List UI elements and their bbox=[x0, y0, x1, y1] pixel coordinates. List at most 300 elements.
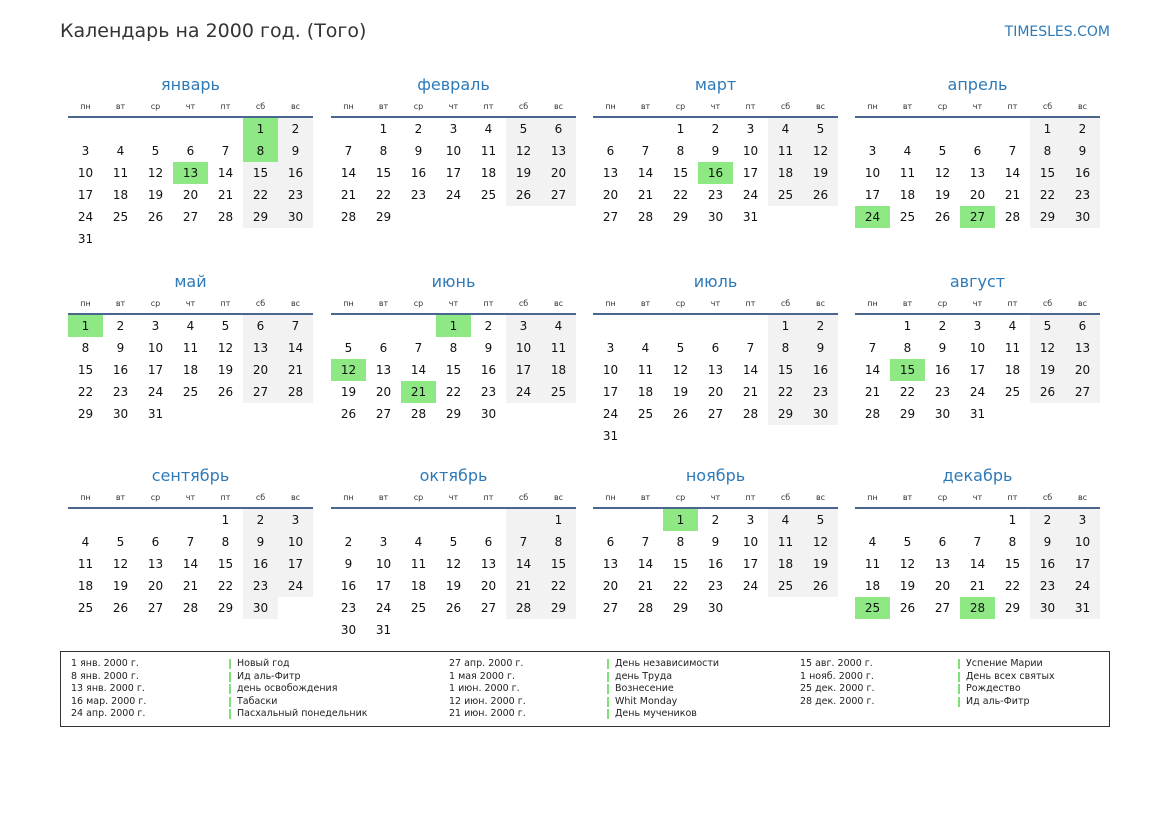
weekday-label: чт bbox=[185, 493, 196, 502]
weekday-label: пн bbox=[605, 299, 616, 308]
weekday-label: ср bbox=[413, 299, 424, 308]
weekday-header bbox=[68, 491, 313, 504]
day-cell: 1 bbox=[436, 315, 471, 337]
weekday-label: ср bbox=[675, 102, 686, 111]
day-cell: 12 bbox=[934, 166, 951, 180]
day-cell: 20 bbox=[934, 579, 951, 593]
weekday-header bbox=[593, 297, 838, 310]
weekday-label: ср bbox=[413, 102, 424, 111]
day-cell: 29 bbox=[541, 597, 576, 619]
week-row bbox=[68, 531, 313, 553]
day-cell: 24 bbox=[742, 579, 759, 593]
week-row bbox=[855, 162, 1100, 184]
day-cell: 20 bbox=[147, 579, 164, 593]
empty-cell bbox=[803, 206, 838, 228]
empty-cell bbox=[208, 118, 243, 140]
day-cell: 14 bbox=[340, 166, 357, 180]
day-cell: 30 bbox=[1030, 597, 1065, 619]
day-cell: 20 bbox=[375, 385, 392, 399]
day-cell: 5 bbox=[1030, 315, 1065, 337]
day-cell: 6 bbox=[938, 535, 947, 549]
month-3 bbox=[593, 74, 838, 228]
holiday-date: 12 июн. 2000 г. bbox=[449, 695, 526, 707]
day-cell: 11 bbox=[768, 531, 803, 553]
day-cell: 22 bbox=[77, 385, 94, 399]
day-cell: 11 bbox=[637, 363, 654, 377]
week-row bbox=[68, 509, 313, 531]
day-cell: 1 bbox=[1030, 118, 1065, 140]
holiday-date: 1 янв. 2000 г. bbox=[71, 658, 139, 669]
day-cell: 24 bbox=[375, 601, 392, 615]
weekday-label: ср bbox=[937, 102, 948, 111]
day-cell: 24 bbox=[506, 381, 541, 403]
day-cell: 23 bbox=[934, 385, 951, 399]
day-cell: 16 bbox=[112, 363, 129, 377]
legend-item bbox=[449, 658, 719, 671]
holiday-marker bbox=[607, 672, 609, 682]
empty-cell bbox=[628, 315, 663, 337]
legend-item bbox=[800, 671, 1055, 684]
day-cell: 23 bbox=[480, 385, 497, 399]
weekday-label: сб bbox=[780, 493, 791, 502]
weekday-label: вт bbox=[902, 493, 913, 502]
day-cell: 11 bbox=[768, 140, 803, 162]
day-cell: 10 bbox=[445, 144, 462, 158]
weekday-label: пн bbox=[867, 299, 878, 308]
empty-cell bbox=[366, 315, 401, 337]
holiday-marker bbox=[229, 659, 231, 669]
day-cell: 5 bbox=[676, 341, 685, 355]
day-cell: 29 bbox=[445, 407, 462, 421]
day-cell: 19 bbox=[803, 553, 838, 575]
month-name: июль bbox=[693, 272, 738, 291]
month-5 bbox=[68, 271, 313, 425]
day-cell: 22 bbox=[672, 579, 689, 593]
day-cell: 30 bbox=[803, 403, 838, 425]
day-cell: 4 bbox=[868, 535, 877, 549]
day-cell: 24 bbox=[602, 407, 619, 421]
day-cell: 22 bbox=[1004, 579, 1021, 593]
day-cell: 22 bbox=[375, 188, 392, 202]
empty-cell bbox=[925, 509, 960, 531]
day-cell: 16 bbox=[243, 553, 278, 575]
day-cell: 8 bbox=[449, 341, 458, 355]
day-cell: 28 bbox=[506, 597, 541, 619]
empty-cell bbox=[243, 228, 278, 250]
day-cell: 2 bbox=[803, 315, 838, 337]
day-cell: 10 bbox=[742, 144, 759, 158]
weekday-label: пт bbox=[483, 102, 494, 111]
empty-cell bbox=[960, 118, 995, 140]
day-cell: 18 bbox=[768, 553, 803, 575]
weekday-label: ср bbox=[150, 102, 161, 111]
weekday-label: сб bbox=[518, 493, 529, 502]
holiday-marker bbox=[229, 709, 231, 719]
day-cell: 25 bbox=[855, 597, 890, 619]
day-cell: 12 bbox=[803, 531, 838, 553]
weekday-label: сб bbox=[518, 102, 529, 111]
empty-cell bbox=[768, 425, 803, 447]
day-cell: 7 bbox=[221, 144, 230, 158]
day-cell: 5 bbox=[903, 535, 912, 549]
week-row bbox=[855, 140, 1100, 162]
day-cell: 6 bbox=[379, 341, 388, 355]
day-cell: 14 bbox=[1004, 166, 1021, 180]
day-cell: 6 bbox=[186, 144, 195, 158]
weekday-label: вт bbox=[115, 493, 126, 502]
week-row bbox=[855, 359, 1100, 381]
day-cell: 30 bbox=[707, 210, 724, 224]
holiday-marker bbox=[607, 684, 609, 694]
day-cell: 17 bbox=[278, 553, 313, 575]
week-row bbox=[855, 531, 1100, 553]
legend-item bbox=[71, 683, 368, 696]
day-cell: 19 bbox=[340, 385, 357, 399]
day-cell: 29 bbox=[672, 601, 689, 615]
holiday-marker bbox=[607, 697, 609, 707]
holiday-date: 1 нояб. 2000 г. bbox=[800, 670, 874, 682]
empty-cell bbox=[331, 509, 366, 531]
day-cell: 16 bbox=[707, 557, 724, 571]
day-cell: 5 bbox=[938, 144, 947, 158]
month-name: август bbox=[949, 272, 1006, 291]
day-cell: 12 bbox=[1030, 337, 1065, 359]
day-cell: 15 bbox=[243, 162, 278, 184]
day-cell: 16 bbox=[480, 363, 497, 377]
day-cell: 18 bbox=[1004, 363, 1021, 377]
empty-cell bbox=[663, 425, 698, 447]
day-cell: 26 bbox=[340, 407, 357, 421]
day-cell: 4 bbox=[1008, 319, 1017, 333]
month-name: февраль bbox=[417, 75, 490, 94]
day-cell: 8 bbox=[676, 144, 685, 158]
day-cell: 28 bbox=[637, 601, 654, 615]
month-4 bbox=[855, 74, 1100, 228]
day-cell: 20 bbox=[243, 359, 278, 381]
empty-cell bbox=[803, 597, 838, 619]
holiday-marker bbox=[958, 684, 960, 694]
day-cell: 27 bbox=[243, 381, 278, 403]
week-row bbox=[593, 509, 838, 531]
empty-cell bbox=[471, 619, 506, 641]
weekday-label: сб bbox=[1042, 102, 1053, 111]
day-cell: 8 bbox=[379, 144, 388, 158]
weekday-label: вс bbox=[1077, 493, 1088, 502]
day-cell: 28 bbox=[1004, 210, 1021, 224]
week-row bbox=[68, 597, 313, 619]
day-cell: 23 bbox=[410, 188, 427, 202]
empty-cell bbox=[593, 315, 628, 337]
day-cell: 17 bbox=[77, 188, 94, 202]
day-cell: 5 bbox=[506, 118, 541, 140]
day-cell: 7 bbox=[186, 535, 195, 549]
day-cell: 4 bbox=[414, 535, 423, 549]
empty-cell bbox=[331, 315, 366, 337]
day-cell: 22 bbox=[899, 385, 916, 399]
day-cell: 3 bbox=[746, 122, 755, 136]
holiday-marker bbox=[229, 672, 231, 682]
day-cell: 27 bbox=[375, 407, 392, 421]
day-cell: 17 bbox=[742, 557, 759, 571]
day-cell: 7 bbox=[1008, 144, 1017, 158]
day-cell: 3 bbox=[1065, 509, 1100, 531]
week-row bbox=[593, 315, 838, 337]
week-row bbox=[855, 118, 1100, 140]
week-row bbox=[68, 118, 313, 140]
day-cell: 7 bbox=[506, 531, 541, 553]
holiday-date: 28 дек. 2000 г. bbox=[800, 695, 875, 707]
day-cell: 25 bbox=[182, 385, 199, 399]
day-cell: 10 bbox=[375, 557, 392, 571]
day-cell: 10 bbox=[969, 341, 986, 355]
day-cell: 25 bbox=[768, 575, 803, 597]
day-cell: 18 bbox=[480, 166, 497, 180]
week-row bbox=[593, 162, 838, 184]
empty-cell bbox=[1030, 403, 1065, 425]
day-cell: 24 bbox=[855, 206, 890, 228]
weekday-label: сб bbox=[255, 299, 266, 308]
weekday-header bbox=[68, 100, 313, 113]
day-cell: 6 bbox=[484, 535, 493, 549]
weekday-label: чт bbox=[710, 493, 721, 502]
week-row bbox=[331, 118, 576, 140]
day-cell: 15 bbox=[541, 553, 576, 575]
holiday-name: день освобождения bbox=[237, 683, 338, 695]
empty-cell bbox=[768, 597, 803, 619]
day-cell: 8 bbox=[541, 531, 576, 553]
weekday-label: вс bbox=[553, 102, 564, 111]
weekday-label: вт bbox=[640, 493, 651, 502]
weekday-label: ср bbox=[413, 493, 424, 502]
day-cell: 14 bbox=[410, 363, 427, 377]
day-cell: 11 bbox=[410, 557, 427, 571]
week-row bbox=[855, 553, 1100, 575]
day-cell: 11 bbox=[182, 341, 199, 355]
day-cell: 26 bbox=[899, 601, 916, 615]
day-cell: 6 bbox=[606, 144, 615, 158]
day-cell: 6 bbox=[711, 341, 720, 355]
day-cell: 26 bbox=[803, 184, 838, 206]
day-cell: 26 bbox=[934, 210, 951, 224]
legend-item bbox=[71, 708, 368, 721]
week-row bbox=[855, 315, 1100, 337]
week-row bbox=[855, 184, 1100, 206]
weekday-label: ср bbox=[675, 493, 686, 502]
day-cell: 24 bbox=[278, 575, 313, 597]
empty-cell bbox=[890, 509, 925, 531]
day-cell: 9 bbox=[278, 140, 313, 162]
holiday-date: 8 янв. 2000 г. bbox=[71, 670, 139, 682]
day-cell: 21 bbox=[969, 579, 986, 593]
weekday-label: вс bbox=[290, 299, 301, 308]
day-cell: 9 bbox=[711, 535, 720, 549]
day-cell: 25 bbox=[1004, 385, 1021, 399]
day-cell: 14 bbox=[506, 553, 541, 575]
day-cell: 27 bbox=[602, 210, 619, 224]
day-cell: 23 bbox=[243, 575, 278, 597]
weekday-label: чт bbox=[448, 102, 459, 111]
day-cell: 27 bbox=[602, 601, 619, 615]
week-row bbox=[331, 403, 576, 425]
weekday-label: вт bbox=[640, 102, 651, 111]
day-cell: 29 bbox=[375, 210, 392, 224]
weekday-label: вс bbox=[290, 102, 301, 111]
week-row bbox=[68, 162, 313, 184]
day-cell: 4 bbox=[903, 144, 912, 158]
week-row bbox=[593, 381, 838, 403]
day-cell: 30 bbox=[243, 597, 278, 619]
holiday-name: Ид аль-Фитр bbox=[237, 670, 301, 682]
day-cell: 2 bbox=[1030, 509, 1065, 531]
day-cell: 14 bbox=[217, 166, 234, 180]
day-cell: 12 bbox=[899, 557, 916, 571]
weekday-label: пт bbox=[1007, 299, 1018, 308]
week-row bbox=[68, 575, 313, 597]
weekday-label: пт bbox=[220, 102, 231, 111]
weekday-label: вс bbox=[553, 493, 564, 502]
day-cell: 23 bbox=[278, 184, 313, 206]
holiday-name: Табаски bbox=[237, 695, 278, 707]
empty-cell bbox=[995, 118, 1030, 140]
day-cell: 21 bbox=[506, 575, 541, 597]
day-cell: 11 bbox=[480, 144, 497, 158]
day-cell: 31 bbox=[147, 407, 164, 421]
month-name: июнь bbox=[431, 272, 476, 291]
week-row bbox=[593, 425, 838, 447]
day-cell: 10 bbox=[1065, 531, 1100, 553]
day-cell: 7 bbox=[973, 535, 982, 549]
day-cell: 18 bbox=[410, 579, 427, 593]
month-2 bbox=[331, 74, 576, 228]
weekday-label: вс bbox=[815, 493, 826, 502]
day-cell: 10 bbox=[506, 337, 541, 359]
day-cell: 20 bbox=[480, 579, 497, 593]
day-cell: 3 bbox=[746, 513, 755, 527]
day-cell: 26 bbox=[672, 407, 689, 421]
day-cell: 7 bbox=[868, 341, 877, 355]
holiday-marker bbox=[229, 684, 231, 694]
empty-cell bbox=[506, 509, 541, 531]
day-cell: 23 bbox=[340, 601, 357, 615]
day-cell: 9 bbox=[414, 144, 423, 158]
day-cell: 22 bbox=[217, 579, 234, 593]
day-cell: 21 bbox=[278, 359, 313, 381]
empty-cell bbox=[208, 403, 243, 425]
weekday-label: ср bbox=[675, 299, 686, 308]
week-row bbox=[68, 184, 313, 206]
day-cell: 28 bbox=[182, 601, 199, 615]
legend-item bbox=[449, 683, 719, 696]
week-row bbox=[593, 118, 838, 140]
day-cell: 14 bbox=[742, 363, 759, 377]
day-cell: 21 bbox=[401, 381, 436, 403]
day-cell: 9 bbox=[711, 144, 720, 158]
day-cell: 26 bbox=[217, 385, 234, 399]
day-cell: 29 bbox=[899, 407, 916, 421]
day-cell: 3 bbox=[973, 319, 982, 333]
weekday-header bbox=[331, 491, 576, 504]
day-cell: 22 bbox=[768, 381, 803, 403]
weekday-label: чт bbox=[710, 102, 721, 111]
day-cell: 4 bbox=[768, 509, 803, 531]
day-cell: 16 bbox=[1065, 162, 1100, 184]
day-cell: 8 bbox=[221, 535, 230, 549]
day-cell: 11 bbox=[1004, 341, 1021, 355]
weekday-label: пт bbox=[483, 299, 494, 308]
empty-cell bbox=[733, 597, 768, 619]
day-cell: 20 bbox=[182, 188, 199, 202]
week-row bbox=[593, 403, 838, 425]
weekday-label: вт bbox=[378, 102, 389, 111]
week-row bbox=[593, 206, 838, 228]
day-cell: 20 bbox=[707, 385, 724, 399]
day-cell: 25 bbox=[112, 210, 129, 224]
holiday-date: 1 июн. 2000 г. bbox=[449, 683, 520, 695]
day-cell: 2 bbox=[711, 122, 720, 136]
day-cell: 29 bbox=[768, 403, 803, 425]
day-cell: 30 bbox=[1065, 206, 1100, 228]
weekday-label: сб bbox=[518, 299, 529, 308]
weekday-label: пт bbox=[745, 299, 756, 308]
day-cell: 25 bbox=[768, 184, 803, 206]
day-cell: 17 bbox=[969, 363, 986, 377]
weekday-label: пн bbox=[605, 493, 616, 502]
day-cell: 30 bbox=[707, 601, 724, 615]
weekday-header bbox=[68, 297, 313, 310]
weekday-header bbox=[331, 100, 576, 113]
day-cell: 24 bbox=[77, 210, 94, 224]
day-cell: 8 bbox=[676, 535, 685, 549]
holiday-date: 21 июн. 2000 г. bbox=[449, 708, 526, 720]
day-cell: 18 bbox=[864, 579, 881, 593]
holiday-name: Вознесение bbox=[615, 683, 674, 695]
day-cell: 17 bbox=[1065, 553, 1100, 575]
empty-cell bbox=[103, 118, 138, 140]
day-cell: 21 bbox=[742, 385, 759, 399]
day-cell: 14 bbox=[637, 557, 654, 571]
day-cell: 5 bbox=[151, 144, 160, 158]
week-row bbox=[68, 381, 313, 403]
day-cell: 29 bbox=[1030, 206, 1065, 228]
week-row bbox=[855, 509, 1100, 531]
week-row bbox=[593, 575, 838, 597]
day-cell: 23 bbox=[112, 385, 129, 399]
month-6 bbox=[331, 271, 576, 425]
site-link[interactable]: TIMESLES.COM bbox=[1004, 24, 1110, 40]
day-cell: 16 bbox=[803, 359, 838, 381]
day-cell: 27 bbox=[541, 184, 576, 206]
day-cell: 1 bbox=[903, 319, 912, 333]
weekday-label: сб bbox=[780, 102, 791, 111]
holiday-name: Успение Марии bbox=[966, 658, 1043, 669]
day-cell: 18 bbox=[768, 162, 803, 184]
day-cell: 31 bbox=[375, 623, 392, 637]
day-cell: 28 bbox=[637, 210, 654, 224]
day-cell: 18 bbox=[637, 385, 654, 399]
day-cell: 17 bbox=[445, 166, 462, 180]
day-cell: 29 bbox=[1004, 601, 1021, 615]
day-cell: 24 bbox=[742, 188, 759, 202]
week-row bbox=[68, 359, 313, 381]
empty-cell bbox=[366, 509, 401, 531]
day-cell: 25 bbox=[899, 210, 916, 224]
weekday-label: чт bbox=[710, 299, 721, 308]
weekday-label: вс bbox=[290, 493, 301, 502]
day-cell: 28 bbox=[960, 597, 995, 619]
day-cell: 13 bbox=[602, 166, 619, 180]
weekday-label: вс bbox=[1077, 102, 1088, 111]
day-cell: 30 bbox=[278, 206, 313, 228]
